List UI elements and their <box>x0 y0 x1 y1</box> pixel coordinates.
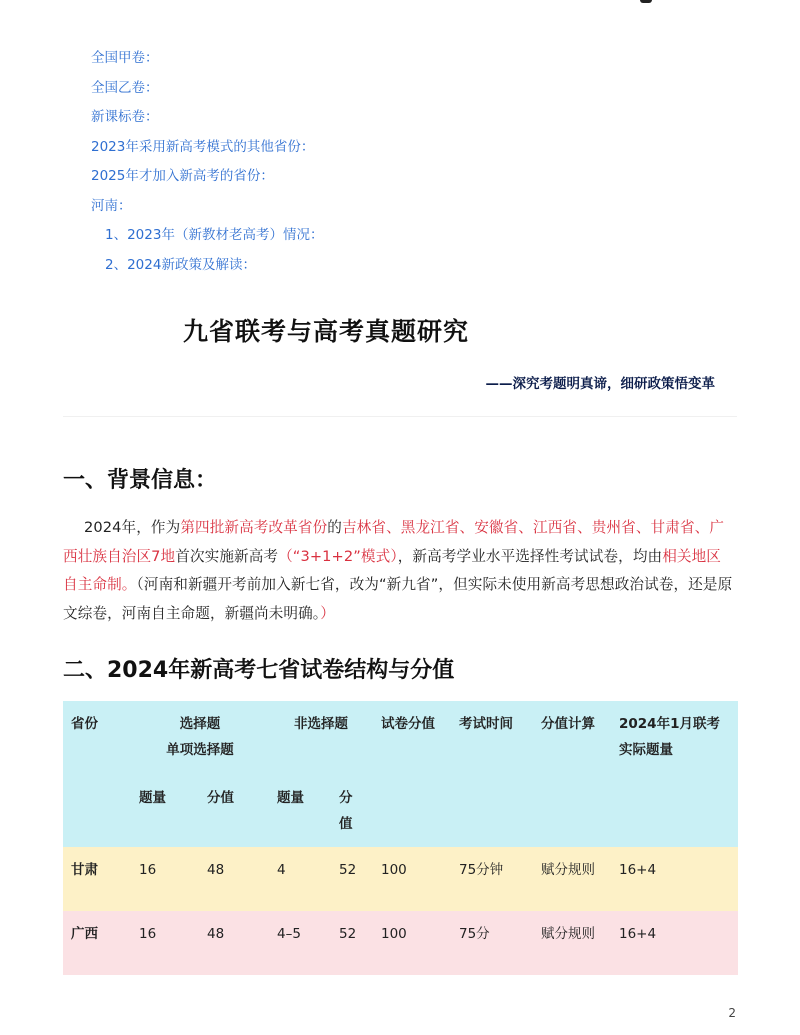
para-highlight: ） <box>320 604 335 622</box>
header-choice-score: 分值 <box>199 777 269 847</box>
cell-score-total: 100 <box>373 911 451 975</box>
cell-non-choice-score: 52 <box>331 847 373 911</box>
para-highlight: 吉林省、黑龙江省、安徽省、江西省、贵州省、甘肃省、广西壮族自治区7地 <box>63 519 725 565</box>
page-top-mark <box>640 0 652 3</box>
toc-item-2023-other-provinces[interactable]: 2023年采用新高考模式的其他省份： <box>91 138 315 155</box>
table-of-contents <box>91 44 323 280</box>
section-heading-background: 一、背景信息： <box>63 468 218 493</box>
exam-structure-table <box>63 701 738 975</box>
cell-exam-time: 75分钟 <box>451 847 533 911</box>
cell-non-choice-count: 4–5 <box>269 911 331 975</box>
cell-choice-count: 16 <box>131 911 199 975</box>
header-exam-time: 考试时间 <box>451 701 533 847</box>
para-text: （河南和新疆开考前加入新七省，改为“新九省”，但实际未使用新高考思想政治试卷，还是原文综卷，河南自主命题，新疆尚未明确。 <box>63 576 733 622</box>
para-text: 的 <box>327 519 342 536</box>
toc-item-henan-2024-policy[interactable]: 2、2024新政策及解读： <box>105 256 256 273</box>
divider <box>63 416 737 417</box>
para-highlight: 第四批新高考改革省份 <box>180 519 328 536</box>
toc-item-xinkebiao[interactable]: 新课标卷： <box>91 109 159 125</box>
table-header-row <box>63 701 738 777</box>
header-single-choice-label: 单项选择题 <box>166 742 234 758</box>
para-text: 首次实施新高考 <box>175 547 279 565</box>
cell-province: 广西 <box>63 911 131 975</box>
para-highlight: （“3+1+2”模式） <box>278 547 398 565</box>
header-non-choice-score: 分值 <box>331 777 373 847</box>
section-heading-structure: 二、2024年新高考七省试卷结构与分值 <box>63 658 455 683</box>
cell-exam-time: 75分 <box>451 911 533 975</box>
header-score-total: 试卷分值 <box>373 701 451 847</box>
page-number: 2 <box>728 1006 736 1020</box>
header-jan-count: 2024年1月联考实际题量 <box>611 701 738 847</box>
background-paragraph <box>63 514 735 628</box>
cell-choice-score: 48 <box>199 847 269 911</box>
table-row <box>63 911 738 975</box>
table-row <box>63 847 738 911</box>
toc-item-quanguo-jia[interactable]: 全国甲卷： <box>91 50 159 66</box>
header-province: 省份 <box>63 701 131 847</box>
toc-item-henan-2023[interactable]: 1、2023年（新教材老高考）情况： <box>105 227 324 243</box>
cell-jan-count: 16+4 <box>611 847 738 911</box>
document-subtitle: ——深究考题明真谛，细研政策悟变革 <box>485 376 715 392</box>
cell-score-total: 100 <box>373 847 451 911</box>
header-choice <box>131 701 269 777</box>
header-non-choice: 非选择题 <box>269 701 373 777</box>
header-choice-label: 选择题 <box>179 716 221 732</box>
para-highlight: 相关地区自主命制。 <box>63 547 721 594</box>
toc-item-henan[interactable]: 河南： <box>91 197 132 214</box>
document-title: 九省联考与高考真题研究 <box>183 317 470 346</box>
cell-scoring: 赋分规则 <box>533 847 611 911</box>
header-choice-count: 题量 <box>131 777 199 847</box>
header-scoring: 分值计算 <box>533 701 611 847</box>
toc-item-2025-provinces[interactable]: 2025年才加入新高考的省份： <box>91 168 274 184</box>
cell-scoring: 赋分规则 <box>533 911 611 975</box>
cell-non-choice-count: 4 <box>269 847 331 911</box>
header-non-choice-count: 题量 <box>269 777 331 847</box>
para-text: 2024年，作为 <box>84 519 181 536</box>
cell-choice-count: 16 <box>131 847 199 911</box>
cell-choice-score: 48 <box>199 911 269 975</box>
cell-non-choice-score: 52 <box>331 911 373 975</box>
cell-jan-count: 16+4 <box>611 911 738 975</box>
toc-item-quanguo-yi[interactable]: 全国乙卷： <box>91 79 159 96</box>
para-text: ，新高考学业水平选择性考试试卷，均由 <box>397 547 663 565</box>
cell-province: 甘肃 <box>63 847 131 911</box>
